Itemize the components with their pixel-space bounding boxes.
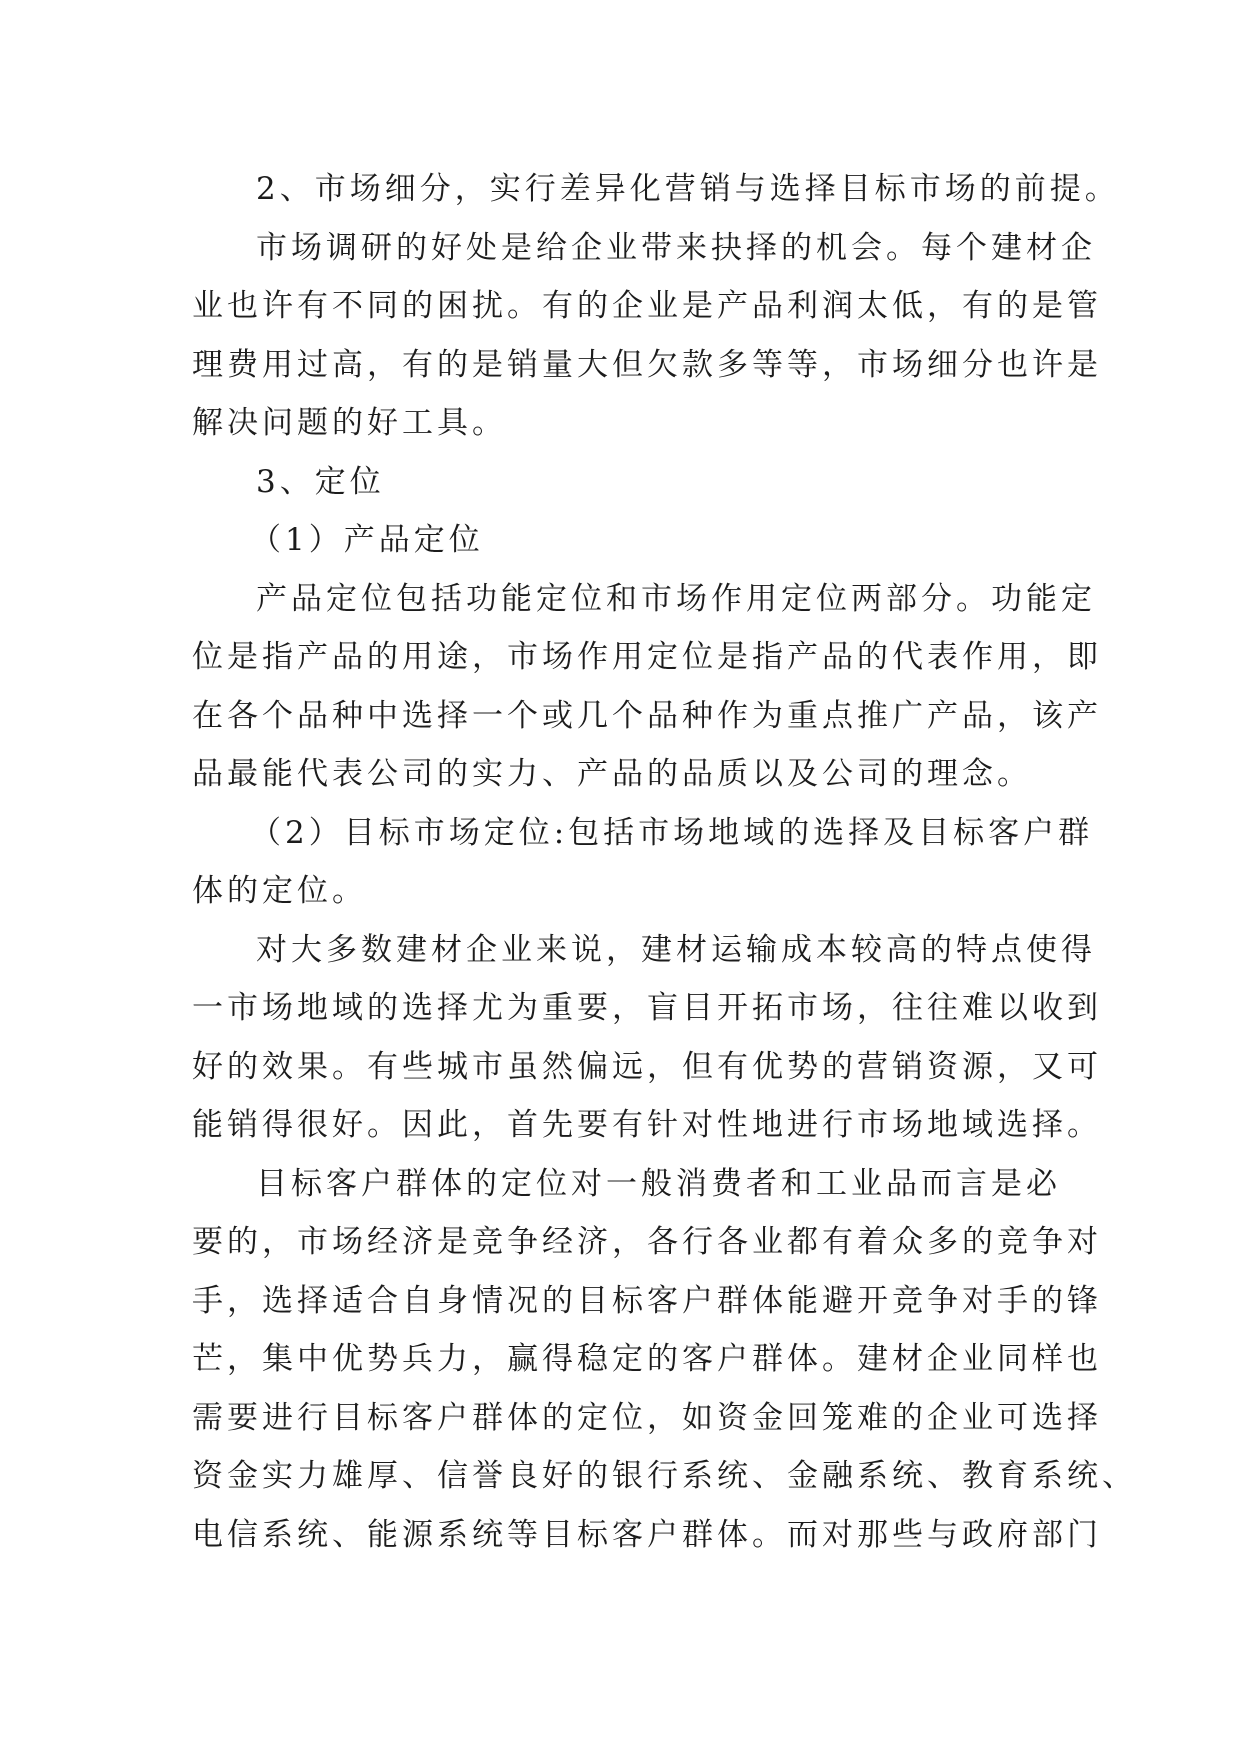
text-line: 解决问题的好工具。: [192, 405, 507, 441]
document-body: [192, 160, 1137, 1564]
text-line: 好的效果。有些城市虽然偏远，但有优势的营销资源，又可: [192, 1048, 1102, 1085]
text-line: 电信系统、能源系统等目标客户群体。而对那些与政府部门: [192, 1516, 1102, 1553]
subsection-heading: （2）目标市场定位:包括市场地域的选择及目标客户群: [250, 814, 1094, 851]
text-line: 位是指产品的用途，市场作用定位是指产品的代表作用，即: [192, 639, 1102, 675]
section-heading: 3、定位: [256, 463, 385, 500]
text-line: 要的，市场经济是竞争经济，各行各业都有着众多的竞争对: [192, 1224, 1102, 1260]
text-line: 对大多数建材企业来说，建材运输成本较高的特点使得: [256, 931, 1096, 968]
text-line: 体的定位。: [192, 873, 367, 909]
text-line: 品最能代表公司的实力、产品的品质以及公司的理念。: [192, 756, 1032, 792]
text-line: 目标客户群体的定位对一般消费者和工业品而言是必: [256, 1165, 1061, 1202]
text-line: 一市场地域的选择尤为重要，盲目开拓市场，往往难以收到: [192, 990, 1102, 1026]
text-line: 市场调研的好处是给企业带来抉择的机会。每个建材企: [256, 229, 1096, 266]
text-line: 理费用过高，有的是销量大但欠款多等等，市场细分也许是: [192, 346, 1102, 383]
text-line: 在各个品种中选择一个或几个品种作为重点推广产品，该产: [192, 697, 1102, 734]
text-line: 2、市场细分，实行差异化营销与选择目标市场的前提。: [256, 171, 1120, 207]
text-line: 能销得很好。因此，首先要有针对性地进行市场地域选择。: [192, 1107, 1102, 1143]
text-line: 业也许有不同的困扰。有的企业是产品利润太低，有的是管: [192, 288, 1102, 324]
text-line: 手，选择适合自身情况的目标客户群体能避开竞争对手的锋: [192, 1282, 1102, 1319]
text-line: 产品定位包括功能定位和市场作用定位两部分。功能定: [256, 580, 1096, 617]
subsection-heading: （1）产品定位: [250, 522, 484, 558]
text-line: 芒，集中优势兵力，赢得稳定的客户群体。建材企业同样也: [192, 1341, 1102, 1377]
text-line: 资金实力雄厚、信誉良好的银行系统、金融系统、教育系统、: [192, 1458, 1137, 1494]
text-line: 需要进行目标客户群体的定位，如资金回笼难的企业可选择: [192, 1399, 1102, 1436]
